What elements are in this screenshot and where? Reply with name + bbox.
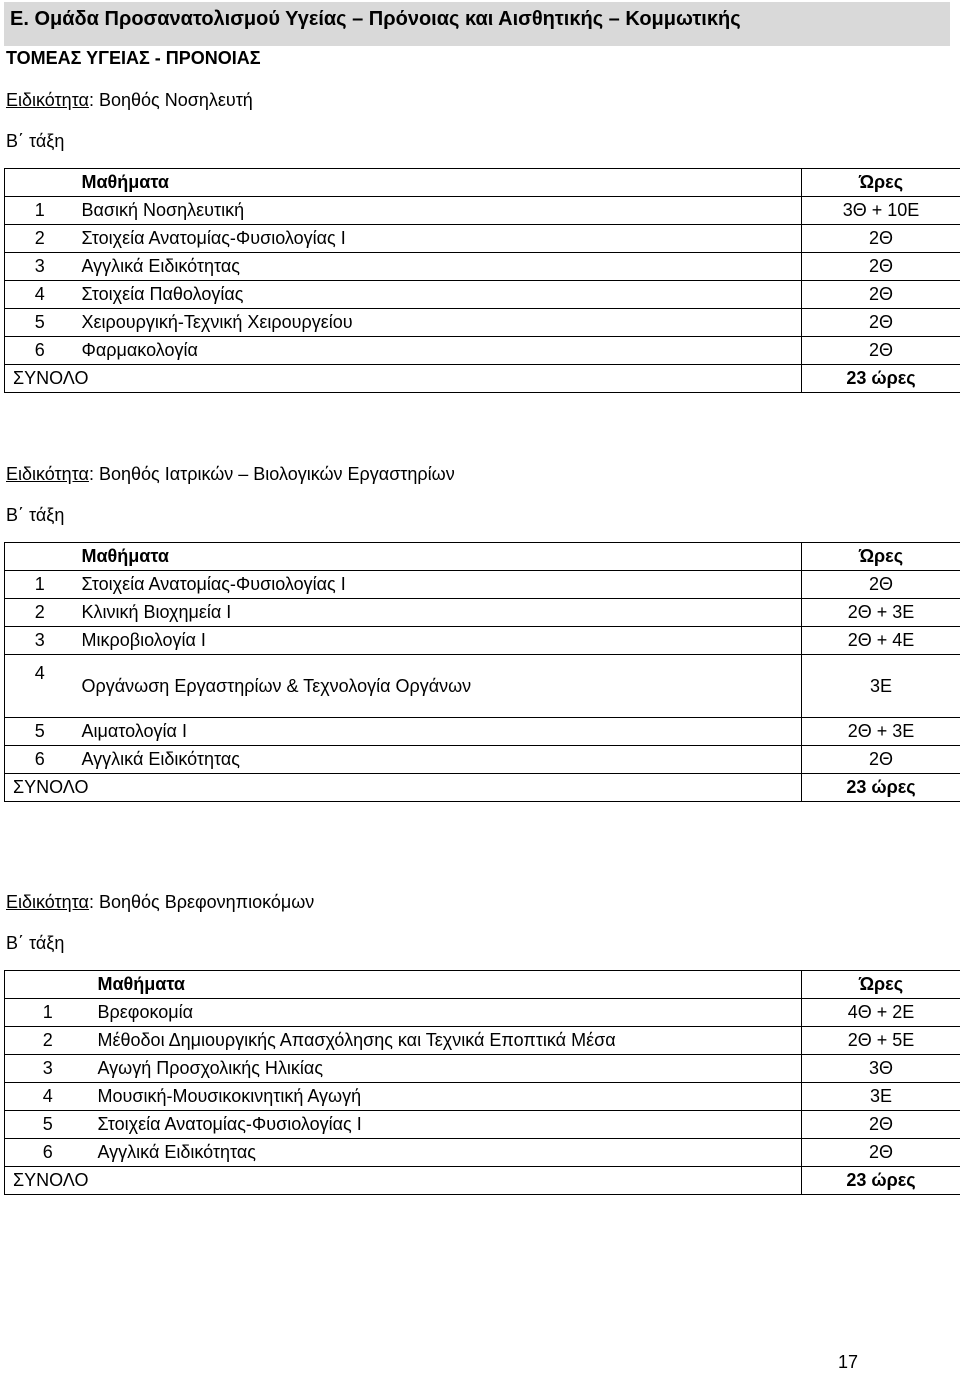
course-hours: 2Θ (802, 281, 960, 309)
course-name: Στοιχεία Παθολογίας (75, 281, 802, 309)
specialty-3-line: Ειδικότητα: Βοηθός Βρεφονηπιοκόμων (6, 892, 315, 912)
row-number: 3 (5, 627, 75, 655)
specialty-3-grade: Β΄ τάξη (6, 933, 65, 953)
course-name: Μέθοδοι Δημιουργικής Απασχόλησης και Τεχνικά Εποπτικά Μέσα (91, 1027, 802, 1055)
course-header: Μαθήματα (91, 971, 802, 999)
row-number: 1 (5, 999, 91, 1027)
table-row (5, 337, 960, 365)
course-hours: 2Θ + 4Ε (802, 627, 960, 655)
course-name: Στοιχεία Ανατομίας-Φυσιολογίας Ι (91, 1111, 802, 1139)
course-name: Μικροβιολογία Ι (75, 627, 802, 655)
specialty-label: Ειδικότητα (6, 464, 89, 484)
row-number: 6 (5, 746, 75, 774)
section-heading: Ε. Ομάδα Προσανατολισμού Υγείας – Πρόνοιας και Αισθητικής – Κομμωτικής (4, 2, 950, 46)
total-hours: 23 ώρες (802, 365, 960, 393)
row-number: 4 (5, 281, 75, 309)
specialty-name: Βοηθός Νοσηλευτή (98, 90, 253, 110)
row-number: 3 (5, 253, 75, 281)
course-hours: 3Θ + 10Ε (802, 197, 960, 225)
course-name: Αγωγή Προσχολικής Ηλικίας (91, 1055, 802, 1083)
total-label: ΣΥΝΟΛΟ (5, 1167, 802, 1195)
hours-header: Ώρες (802, 971, 960, 999)
table-row (5, 627, 960, 655)
table-header-row (5, 543, 960, 571)
specialty-3-table (4, 970, 960, 1195)
course-name: Αγγλικά Ειδικότητας (75, 746, 802, 774)
table-row (5, 253, 960, 281)
course-name: Χειρουργική-Τεχνική Χειρουργείου (75, 309, 802, 337)
row-number: 4 (5, 1083, 91, 1111)
row-number: 2 (5, 1027, 91, 1055)
table-row (5, 655, 960, 718)
course-name: Στοιχεία Ανατομίας-Φυσιολογίας Ι (75, 571, 802, 599)
table-row (5, 1027, 960, 1055)
course-name: Αγγλικά Ειδικότητας (91, 1139, 802, 1167)
table-header-row (5, 169, 960, 197)
table-row (5, 309, 960, 337)
row-number: 1 (5, 571, 75, 599)
specialty-1-grade: Β΄ τάξη (6, 131, 65, 151)
table-row (5, 571, 960, 599)
specialty-2-table (4, 542, 960, 802)
course-name: Οργάνωση Εργαστηρίων & Τεχνολογία Οργάνων (75, 655, 802, 718)
row-number: 5 (5, 1111, 91, 1139)
row-number: 3 (5, 1055, 91, 1083)
course-hours: 2Θ + 3Ε (802, 599, 960, 627)
course-name: Μουσική-Μουσικοκινητική Αγωγή (91, 1083, 802, 1111)
course-hours: 2Θ (802, 253, 960, 281)
table-row (5, 999, 960, 1027)
total-hours: 23 ώρες (802, 1167, 960, 1195)
specialty-1-line: Ειδικότητα: Βοηθός Νοσηλευτή (6, 90, 253, 110)
course-name: Αιματολογία Ι (75, 718, 802, 746)
course-hours: 2Θ (802, 337, 960, 365)
course-hours: 2Θ + 3Ε (802, 718, 960, 746)
table-row (5, 1111, 960, 1139)
course-header: Μαθήματα (75, 543, 802, 571)
course-hours: 2Θ (802, 746, 960, 774)
course-hours: 3Ε (802, 655, 960, 718)
total-label: ΣΥΝΟΛΟ (5, 774, 802, 802)
total-label: ΣΥΝΟΛΟ (5, 365, 802, 393)
sector-title: ΤΟΜΕΑΣ ΥΓΕΙΑΣ - ΠΡΟΝΟΙΑΣ (6, 48, 261, 68)
row-number: 2 (5, 599, 75, 627)
table-row (5, 225, 960, 253)
table-row (5, 1083, 960, 1111)
table-row (5, 197, 960, 225)
table-row (5, 1139, 960, 1167)
row-number: 5 (5, 718, 75, 746)
table-row (5, 1055, 960, 1083)
course-header: Μαθήματα (75, 169, 802, 197)
page-number: 17 (838, 1352, 859, 1372)
total-row (5, 774, 960, 802)
row-number: 2 (5, 225, 75, 253)
course-hours: 4Θ + 2Ε (802, 999, 960, 1027)
course-hours: 3Ε (802, 1083, 960, 1111)
course-hours: 2Θ (802, 571, 960, 599)
course-name: Φαρμακολογία (75, 337, 802, 365)
specialty-label: Ειδικότητα (6, 90, 89, 110)
course-name: Βασική Νοσηλευτική (75, 197, 802, 225)
course-name: Αγγλικά Ειδικότητας (75, 253, 802, 281)
hours-header: Ώρες (802, 169, 960, 197)
specialty-label: Ειδικότητα (6, 892, 89, 912)
specialty-name: Βοηθός Ιατρικών – Βιολογικών Εργαστηρίων (98, 464, 455, 484)
course-hours: 2Θ (802, 1111, 960, 1139)
course-hours: 3Θ (802, 1055, 960, 1083)
total-row (5, 1167, 960, 1195)
row-number: 5 (5, 309, 75, 337)
specialty-2-grade: Β΄ τάξη (6, 505, 65, 525)
course-hours: 2Θ + 5Ε (802, 1027, 960, 1055)
course-hours: 2Θ (802, 309, 960, 337)
course-name: Κλινική Βιοχημεία Ι (75, 599, 802, 627)
total-row (5, 365, 960, 393)
table-row (5, 599, 960, 627)
row-number: 6 (5, 1139, 91, 1167)
row-number: 6 (5, 337, 75, 365)
course-hours: 2Θ (802, 225, 960, 253)
row-number: 1 (5, 197, 75, 225)
hours-header: Ώρες (802, 543, 960, 571)
specialty-2-line: Ειδικότητα: Βοηθός Ιατρικών – Βιολογικών Εργαστηρίων (6, 464, 455, 484)
specialty-1-table (4, 168, 960, 393)
total-hours: 23 ώρες (802, 774, 960, 802)
table-row (5, 281, 960, 309)
specialty-name: Βοηθός Βρεφονηπιοκόμων (98, 892, 315, 912)
table-row (5, 746, 960, 774)
course-name: Βρεφοκομία (91, 999, 802, 1027)
table-row (5, 718, 960, 746)
row-number: 4 (5, 655, 75, 718)
table-header-row (5, 971, 960, 999)
course-hours: 2Θ (802, 1139, 960, 1167)
course-name: Στοιχεία Ανατομίας-Φυσιολογίας Ι (75, 225, 802, 253)
